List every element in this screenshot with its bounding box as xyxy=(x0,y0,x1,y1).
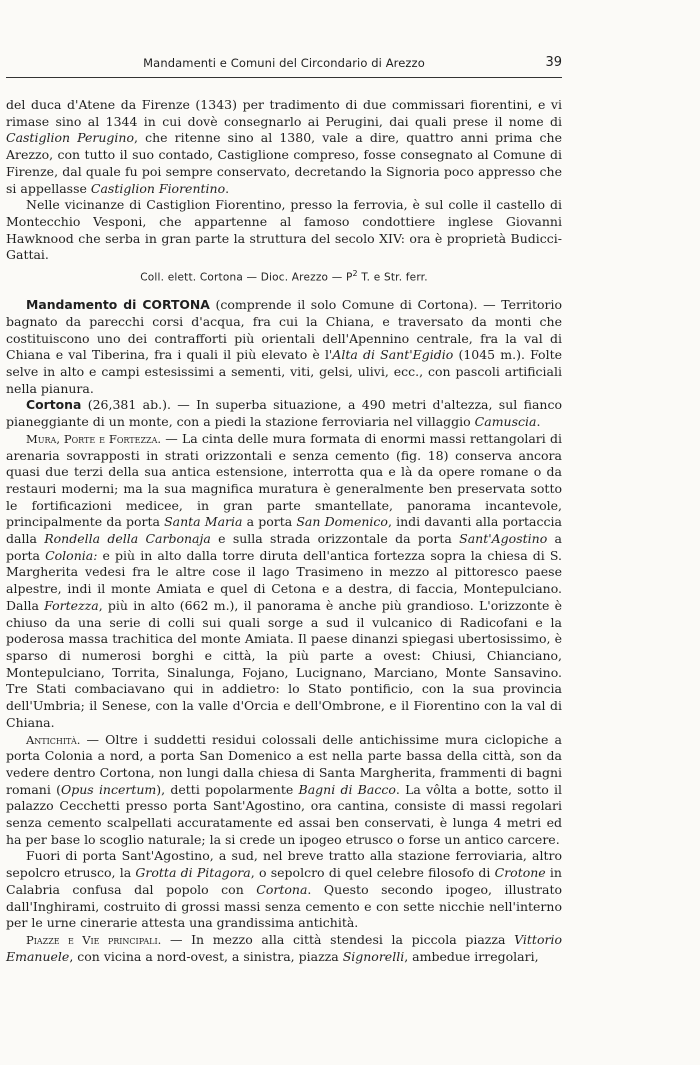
mura-heading: Mura, Porte e Fortezza. xyxy=(26,431,162,446)
page-number: 39 xyxy=(545,55,562,70)
paragraph-mandamento-cortona: Mandamento di CORTONA (comprende il solo Comune di Cortona). — Territorio bagnato da parecchi corsi d'acqua, fra cui la Chiana, e traversato da monti che costituiscono uno dei contrafforti più orientali dell'Apennino centrale, fra la val di Chiana e val Tiberina, fra i quali il più elevato è l'Alta di Sant'Egidio (1045 m.). Folte selve in alto e campi estesissimi a sementi, viti, gelsi, ulivi, ecc., con pascoli artificiali nella pianura. xyxy=(6,297,562,396)
paragraph-fuori-porta: Fuori di porta Sant'Agostino, a sud, nel breve tratto alla stazione ferroviaria, altro sepolcro etrusco, la Grotta di Pitagora, o sepolcro di quel celebre filosofo di Crotone in Calabria confusa dal popolo con Cortona. Questo secondo ipogeo, illustrato dall'Inghirami, costruito di grossi massi senza cemento e con sette nicchie nell'interno per le urne cinerarie attesta una grandissima antichità. xyxy=(6,848,562,931)
paragraph-montecchio: Nelle vicinanze di Castiglion Fiorentino, presso la ferrovia, è sul colle il castello di Montecchio Vesponi, che appartenne al famoso condottiere inglese Giovanni Hawknood che serba in gran parte la struttura del secolo XIV: ora è proprietà Budicci-Gattai. xyxy=(6,197,562,263)
header-rule xyxy=(6,77,562,78)
antichita-heading: Antichità. xyxy=(26,732,81,747)
piazze-heading: Piazze e Vie principali. xyxy=(26,932,162,947)
paragraph-mura: Mura, Porte e Fortezza. — La cinta delle mura formata di enormi massi rettangolari di arenaria sovrapposti in strati orizzontali e senza cemento (fig. 18) conserva ancora quasi due terzi della sua antica estensione, interrotta qua e là da opere romane o da restauri moderni; ma la sua magnifica muratura è generalmente ben preservata sotto le fortificazioni medicee, in gran parte smantellate, panorama incantevole, principalmente da porta Santa Maria a porta San Domenico, indi davanti alla portaccia dalla Rondella della Carbonaja e sulla strada orizzontale da porta Sant'Agostino a porta Colonia: e più in alto dalla torre diruta dell'antica fortezza sopra la chiesa di S. Margherita vedesi fra le altre cose il lago Trasimeno in mezzo al pittoresco paese alpestre, indi il monte Amiata e quel di Cetona e a destra, di faccia, Montepulciano. Dalla Fortezza, più in alto (662 m.), il panorama è anche più grandioso. L'orizzonte è chiuso da una serie di colli sui quali sorge a sud il vulcanico di Radicofani e la poderosa massa trachitica del monte Amiata. Il paese dinanzi spiegasi ubertosissimo, è sparso di numerosi borghi e città, la più parte a ovest: Chiusi, Chianciano, Montepulciano, Torrita, Sinalunga, Fojano, Lucignano, Marciano, Monte Sansavino. Tre Stati combaciavano qui in addietro: lo Stato pontificio, con la sua provincia dell'Umbria; il Senese, con la valle d'Orcia e dell'Ombrone, e il Fiorentino con la val di Chiana. xyxy=(6,430,562,730)
paragraph-piazze: Piazze e Vie principali. — In mezzo alla città stendesi la piccola piazza Vittorio Emanuele, con vicina a nord-ovest, a sinistra, piazza Signorelli, ambedue irregolari, xyxy=(6,931,562,964)
running-title: Mandamenti e Comuni del Circondario di Arezzo xyxy=(143,56,425,70)
paragraph-cortona: Cortona (26,381 ab.). — In superba situazione, a 490 metri d'altezza, sul fianco pianeggiante di un monte, con a piedi la stazione ferroviaria nel villaggio Camuscia. xyxy=(6,397,562,430)
collegio-line: Coll. elett. Cortona — Dioc. Arezzo — $P^2$ T. e Str. ferr. xyxy=(140,269,428,284)
paragraph-castiglione-history: del duca d'Atene da Firenze (1343) per tradimento di due commissari fiorentini, e vi rimase sino al 1344 in cui dovè consegnarlo ai Perugini, dai quali prese il nome di Castiglion Perugino, che ritenne sino al 1380, vale a dire, quattro anni prima che Arezzo, con tutto il suo contado, Castiglione compreso, fosse consegnato al Comune di Firenze, dal quale fu poi sempre conservato, decretando la Signoria poco appresso che si appellasse Castiglion Fiorentino. xyxy=(6,97,562,196)
mandamento-heading: Mandamento di CORTONA xyxy=(26,297,210,313)
cortona-heading: Cortona xyxy=(26,397,82,413)
page-body xyxy=(6,97,562,965)
paragraph-antichita: Antichità. — Oltre i suddetti residui colossali delle antichissime mura ciclopiche a porta Colonia a nord, a porta San Domenico a est nella parte bassa della città, son da vedere dentro Cortona, non lungi dalla chiesa di Santa Margherita, frammenti di bagni romani (Opus incertum), detti popolarmente Bagni di Bacco. La vôlta a botte, sotto il palazzo Cecchetti presso porta Sant'Agostino, ora cantina, consiste di massi regolari senza cemento scalpellati accuratamente ed assai ben conservati, è lunga 4 metri ed ha per base lo scoglio naturale; la si crede un ipogeo etrusco o forse un antico carcere. xyxy=(6,731,562,847)
